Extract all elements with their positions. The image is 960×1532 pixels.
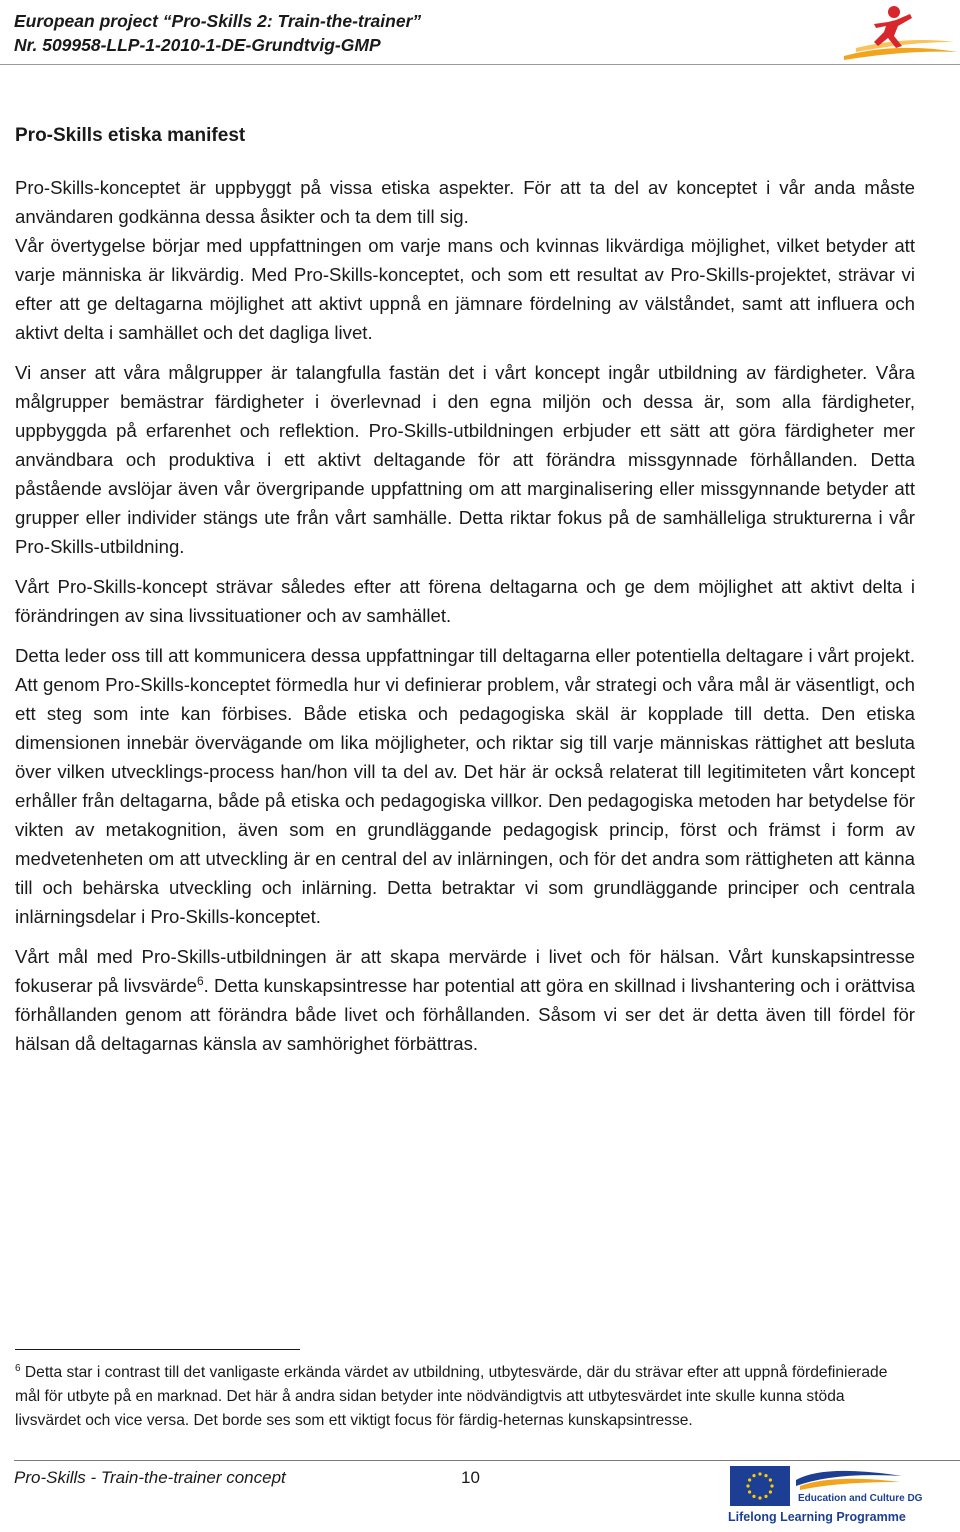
paragraph-6: [15, 942, 915, 1058]
eu-flag-icon: [730, 1466, 790, 1506]
footnote-reference[interactable]: 6: [196, 973, 204, 988]
paragraph-6-end: . Detta kunskapsintresse har potential att göra en skillnad i livshantering och i orättvisa förhållanden genom att förändra både livet och förhållanden. Såsom vi ser det är detta även till fördel för hälsan då deltagarnas känsla av samhörighet förbättras.: [15, 975, 915, 1054]
header-project-title: European project “Pro-Skills 2: Train-the-trainer”: [14, 11, 422, 31]
paragraph-5: Detta leder oss till att kommunicera dessa uppfattningar till deltagarna eller potentiella deltagare i vårt projekt. Att genom Pro-Skills-konceptet förmedla hur vi definierar problem, vår strategi och våra mål är väsentligt, och ett steg som inte kan förbises. Både etiska och pedagogiska skäl är kopplade till detta. Den etiska dimensionen innebär övervägande om lika möjligheter, och riktar sig till varje människas rättighet att besluta över vilken utvecklings-process han/hon vill ta del av. Det här är också relaterat till legitimiteten vårt koncept erhåller från deltagarna, både på etiska och pedagogiska villkor. Den pedagogiska metoden har betydelse för vikten av metakognition, även som en grundläggande pedagogisk princip, först och främst i form av medvetenheten om att utveckling är en central del av inlärningen, och för det andra som rättigheten att känna till och behärska utveckling och inlärning. Detta betraktar vi som grundläggande principer och centrala inlärningsdelar i Pro-Skills-konceptet.: [15, 645, 915, 927]
footnote-text: Detta star i contrast till det vanligaste erkända värdet av utbildning, utbytesvärde, där du strävar efter att uppnå fördefinierade mål för utbyte på en marknad. Det här å andra sidan betyder inte nödvändigtvis att utbytesvärdet inte skulle kunna stöda livsvärdet och vice versa. Det borde ses som ett viktigt focus för färdig-heternas kunskapsintresse.: [15, 1364, 888, 1429]
footer-divider: [14, 1460, 960, 1461]
paragraph-4: Vårt Pro-Skills-koncept strävar således efter att förena deltagarna och ge dem möjlighet att aktivt delta i förändringen av sina livssituationer och av samhället.: [15, 576, 915, 626]
footnote: [15, 1361, 900, 1433]
footnote-separator: [15, 1349, 300, 1350]
paragraph-6-start: Vårt mål med Pro-Skills-utbildningen är att skapa mervärde i livet och för hälsan. Vårt kunskapsintresse fokuserar på livsvärde: [15, 946, 915, 996]
education-culture-caption: Education and Culture DG: [798, 1493, 923, 1504]
footnote-number: 6: [15, 1362, 21, 1374]
lifelong-learning-swoosh-icon: [794, 1466, 904, 1492]
paragraph-3: Vi anser att våra målgrupper är talangfulla fastän det i vårt koncept ingår utbildning av färdigheter. Våra målgrupper bemästrar färdigheter i överlevnad i den egna miljön och dessa är, som alla färdigheter, uppbyggda på erfarenhet och reflektion. Pro-Skills-utbildningen erbjuder ett sätt att göra färdigheter mer användbara och produktiva i ett aktivt deltagande för att förändra missgynnade förhållanden. Detta påstående avslöjar även vår övergripande uppfattning om att marginalisering eller missgynnande betyder att grupper eller individer stängs ute från vårt samhälle. Detta riktar fokus på de samhälleliga strukturerna i vår Pro-Skills-utbildning.: [15, 362, 915, 557]
pro-skills-logo-icon: [836, 2, 960, 62]
document-body: [15, 123, 915, 1069]
page-header: [0, 0, 960, 66]
lifelong-learning-label: Lifelong Learning Programme: [728, 1510, 906, 1524]
paragraph-2: Vår övertygelse börjar med uppfattningen om varje mans och kvinnas likvärdiga möjlighet, vilket betyder att varje människa är likvärdig. Med Pro-Skills-konceptet, och som ett resultat av Pro-Skills-projektet, strävar vi efter att ge deltagarna möjlighet att aktivt uppnå en jämnare fördelning av välståndet, samt att influera och aktivt delta i samhället och det dagliga livet.: [15, 235, 915, 343]
header-divider: [0, 64, 960, 65]
footer-title: Pro-Skills - Train-the-trainer concept: [14, 1468, 286, 1487]
header-project-text: [14, 9, 421, 57]
section-title: Pro-Skills etiska manifest: [15, 125, 246, 146]
header-project-number: Nr. 509958-LLP-1-2010-1-DE-Grundtvig-GMP: [14, 35, 381, 55]
page-number: 10: [461, 1468, 480, 1487]
paragraph-1: Pro-Skills-konceptet är uppbyggt på vissa etiska aspekter. För att ta del av konceptet i vår anda måste användaren godkänna dessa åsikter och ta dem till sig.: [15, 177, 915, 227]
